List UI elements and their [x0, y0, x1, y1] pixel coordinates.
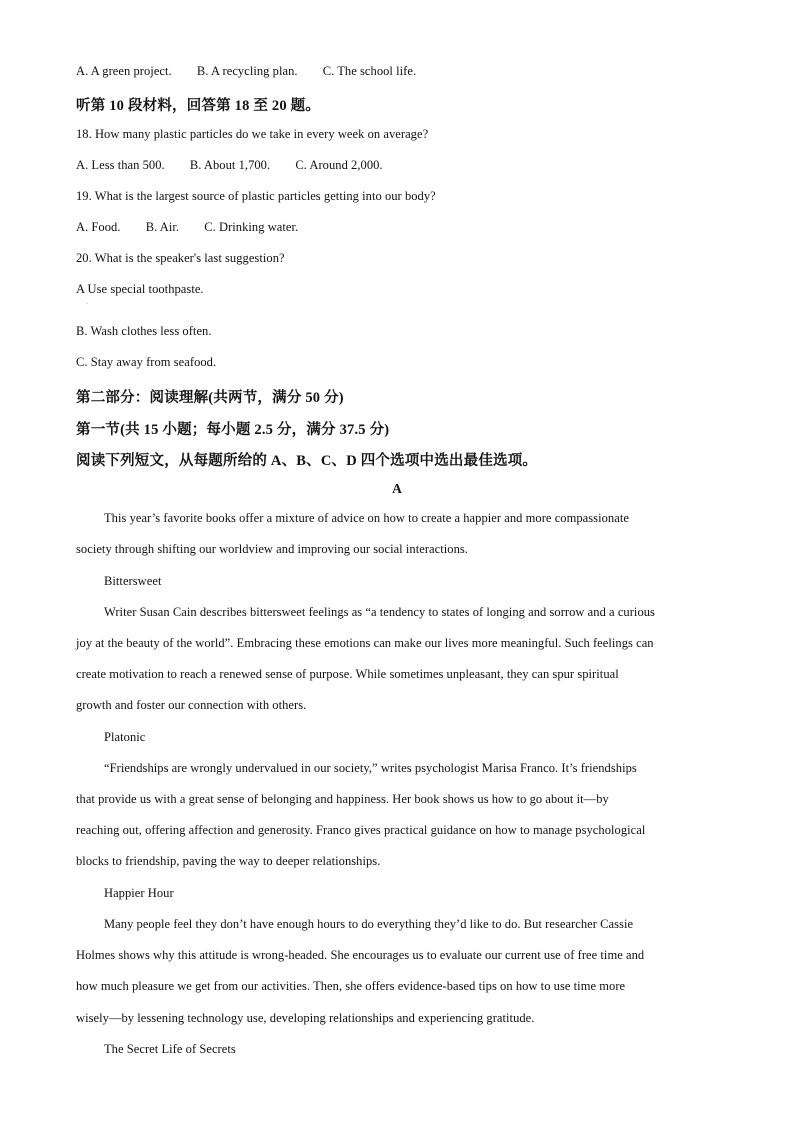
q19-question: 19. What is the largest source of plastic particles getting into our body?	[76, 189, 436, 203]
section10-instruction: 听第 10 段材料，回答第 18 至 20 题。	[76, 98, 321, 114]
q17-option-c: C. The school life.	[322, 64, 417, 78]
paragraph-happier-hour-line-3: how much pleasure we get from our activities. Then, she offers evidence-based tips on how to use time more	[76, 979, 626, 993]
q18-question: 18. How many plastic particles do we take in every week on average?	[76, 127, 429, 141]
paragraph-platonic-line-2: that provide us with a great sense of belonging and happiness. Her book shows us how to go about it—by	[76, 792, 609, 806]
passage-label: A	[392, 481, 402, 496]
paragraph-happier-hour-line-1: Many people feel they don’t have enough hours to do everything they’d like to do. But researcher Cassie	[104, 917, 634, 931]
q17-option-b: B. A recycling plan.	[196, 64, 298, 78]
q20-question: 20. What is the speaker's last suggestion?	[76, 251, 285, 265]
q18-options	[76, 158, 383, 173]
q17-option-a: A. A green project.	[76, 64, 172, 78]
stray-dot-mark: ·	[86, 301, 88, 307]
paragraph-bittersweet-line-2: joy at the beauty of the world”. Embracing these emotions can make our lives more meaningful. Such feelings can	[76, 636, 654, 650]
q20-option-b: B. Wash clothes less often.	[76, 324, 212, 338]
paragraph-platonic-line-3: reaching out, offering affection and generosity. Franco gives practical guidance on how to manage psychological	[76, 823, 646, 837]
passage-intro-line-2: society through shifting our worldview and improving our social interactions.	[76, 542, 468, 556]
heading-bittersweet: Bittersweet	[104, 574, 162, 588]
q20-option-c: C. Stay away from seafood.	[76, 355, 217, 369]
paragraph-platonic-line-4: blocks to friendship, paving the way to deeper relationships.	[76, 854, 381, 868]
q18-option-b: B. About 1,700.	[189, 158, 271, 172]
q18-option-a: A. Less than 500.	[76, 158, 165, 172]
paragraph-bittersweet-line-4: growth and foster our connection with others.	[76, 698, 307, 712]
passage-intro-line-1: This year’s favorite books offer a mixture of advice on how to create a happier and more compassionate	[104, 511, 629, 525]
q19-option-b: B. Air.	[145, 220, 180, 234]
heading-secret-life: The Secret Life of Secrets	[104, 1042, 236, 1056]
paragraph-happier-hour-line-2: Holmes shows why this attitude is wrong-headed. She encourages us to evaluate our current use of free time and	[76, 948, 645, 962]
heading-happier-hour: Happier Hour	[104, 886, 174, 900]
reading-instruction: 阅读下列短文，从每题所给的 A、B、C、D 四个选项中选出最佳选项。	[76, 453, 538, 469]
q19-option-c: C. Drinking water.	[204, 220, 299, 234]
section1-title: 第一节(共 15 小题；每小题 2.5 分，满分 37.5 分)	[76, 422, 390, 438]
q19-options	[76, 220, 298, 235]
q19-option-a: A. Food.	[76, 220, 121, 234]
paragraph-bittersweet-line-3: create motivation to reach a renewed sense of purpose. While sometimes unpleasant, they can spur spiritual	[76, 667, 619, 681]
paragraph-platonic-line-1: “Friendships are wrongly undervalued in our society,” writes psychologist Marisa Franco. It’s friendships	[104, 761, 637, 775]
paragraph-happier-hour-line-4: wisely—by lessening technology use, developing relationships and experiencing gratitude.	[76, 1011, 535, 1025]
paragraph-bittersweet-line-1: Writer Susan Cain describes bittersweet feelings as “a tendency to states of longing and sorrow and a curious	[104, 605, 655, 619]
heading-platonic: Platonic	[104, 730, 146, 744]
q17-options	[76, 64, 416, 79]
q18-option-c: C. Around 2,000.	[295, 158, 383, 172]
part2-title: 第二部分：阅读理解(共两节，满分 50 分)	[76, 390, 344, 406]
q20-option-a: A Use special toothpaste.	[76, 282, 204, 296]
